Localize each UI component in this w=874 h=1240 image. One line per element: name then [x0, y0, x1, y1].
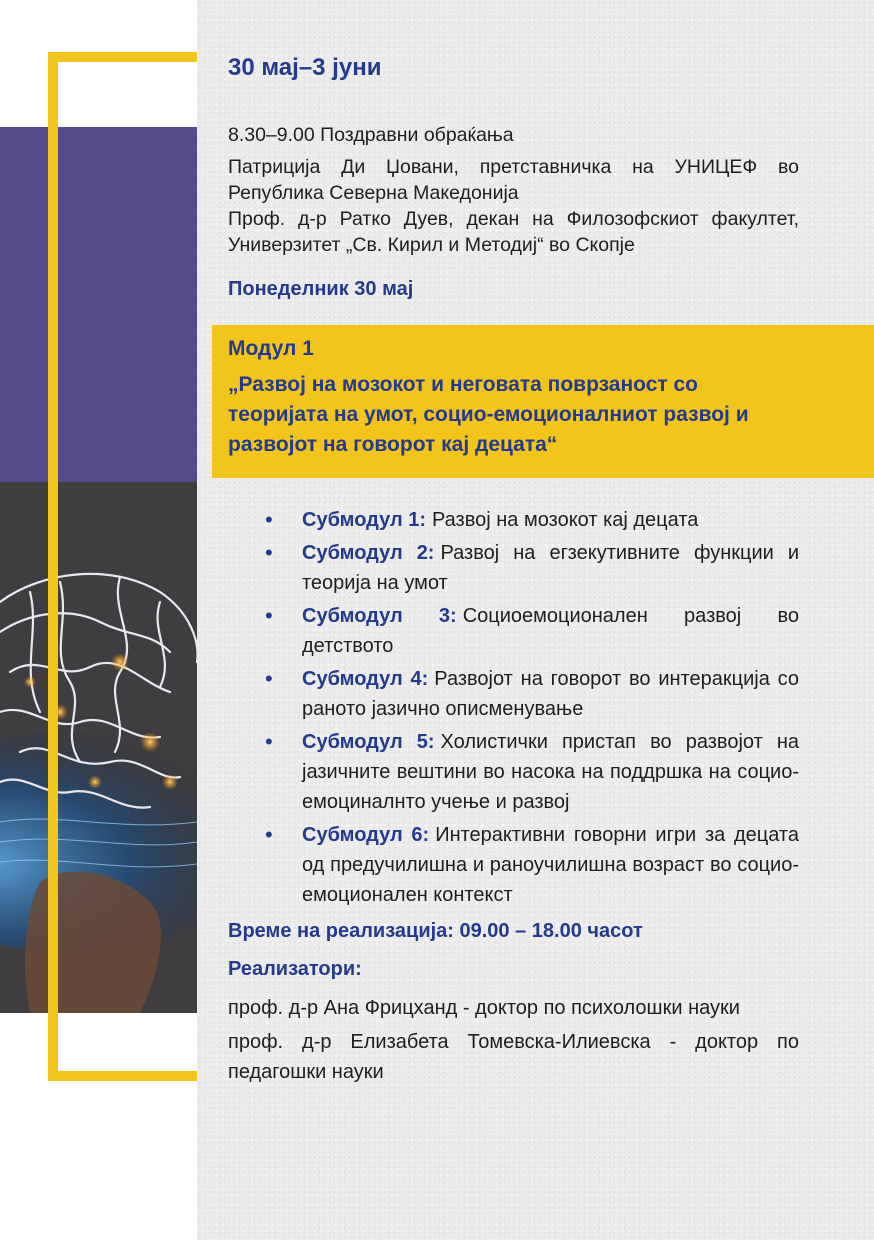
greeting-speaker-1: Патриција Ди Џовани, претставничка на УНИЦЕФ во Република Северна Македонија	[228, 156, 799, 204]
submodule-text: Интерактивни говорни игри за децата од предучилишна и раноучилишна возраст во социо-емоционален контекст	[302, 824, 799, 906]
bullet-icon: •	[265, 666, 273, 691]
submodule-text: Холистички пристап во развојот на јазичните вештини во насока на поддршка на социо-емоциналнто учење и развој	[302, 731, 800, 813]
greeting-time: 8.30–9.00 Поздравни обраќања	[228, 124, 514, 146]
submodule-text: Социоемоционален развој во детството	[302, 605, 799, 657]
submodule-name: Субмодул 5:	[302, 731, 435, 753]
submodule-text: Развојот на говорот во интеракција со раното јазично описменување	[302, 668, 800, 720]
greeting-speaker-2: Проф. д-р Ратко Дуев, декан на Филозофскиот факултет, Универзитет „Св. Кирил и Методиј“ во Скопје	[228, 208, 799, 256]
list-item	[262, 505, 799, 535]
implementer-1: проф. д-р Ана Фрицханд - доктор по психолошки науки	[228, 997, 740, 1019]
list-item	[262, 727, 799, 817]
list-item	[262, 601, 799, 661]
list-item	[262, 820, 799, 910]
module-title: Модул 1	[228, 337, 314, 360]
implementers-label: Реализатори:	[228, 958, 362, 980]
list-item	[262, 538, 799, 598]
bullet-icon: •	[265, 540, 273, 565]
day-heading: Понеделник 30 мај	[228, 278, 414, 300]
module-subtitle: „Развој на мозокот и неговата поврзаност со теоријата на умот, социо-емоционалниот развој и развојот на говорот кај децата“	[228, 373, 749, 456]
submodule-name: Субмодул 4:	[302, 668, 429, 690]
submodule-name: Субмодул 6:	[302, 824, 430, 846]
submodule-text: Развој на егзекутивните функции и теорија на умот	[302, 542, 800, 594]
submodule-name: Субмодул 3:	[302, 605, 457, 627]
yellow-frame	[48, 52, 197, 1081]
schedule-time: Време на реализација: 09.00 – 18.00 часот	[228, 920, 643, 942]
submodule-text: Развој на мозокот кај децата	[431, 509, 699, 531]
submodule-name: Субмодул 2:	[302, 542, 435, 564]
submodule-list	[262, 505, 799, 913]
bullet-icon: •	[265, 822, 273, 847]
bullet-icon: •	[265, 603, 273, 628]
implementer-2: проф. д-р Елизабета Томевска-Илиевска - доктор по педагошки науки	[228, 1031, 799, 1083]
bullet-icon: •	[265, 507, 273, 532]
bullet-icon: •	[265, 729, 273, 754]
list-item	[262, 664, 799, 724]
submodule-name: Субмодул 1:	[302, 509, 426, 531]
date-range: 30 мај–3 јуни	[228, 54, 382, 81]
